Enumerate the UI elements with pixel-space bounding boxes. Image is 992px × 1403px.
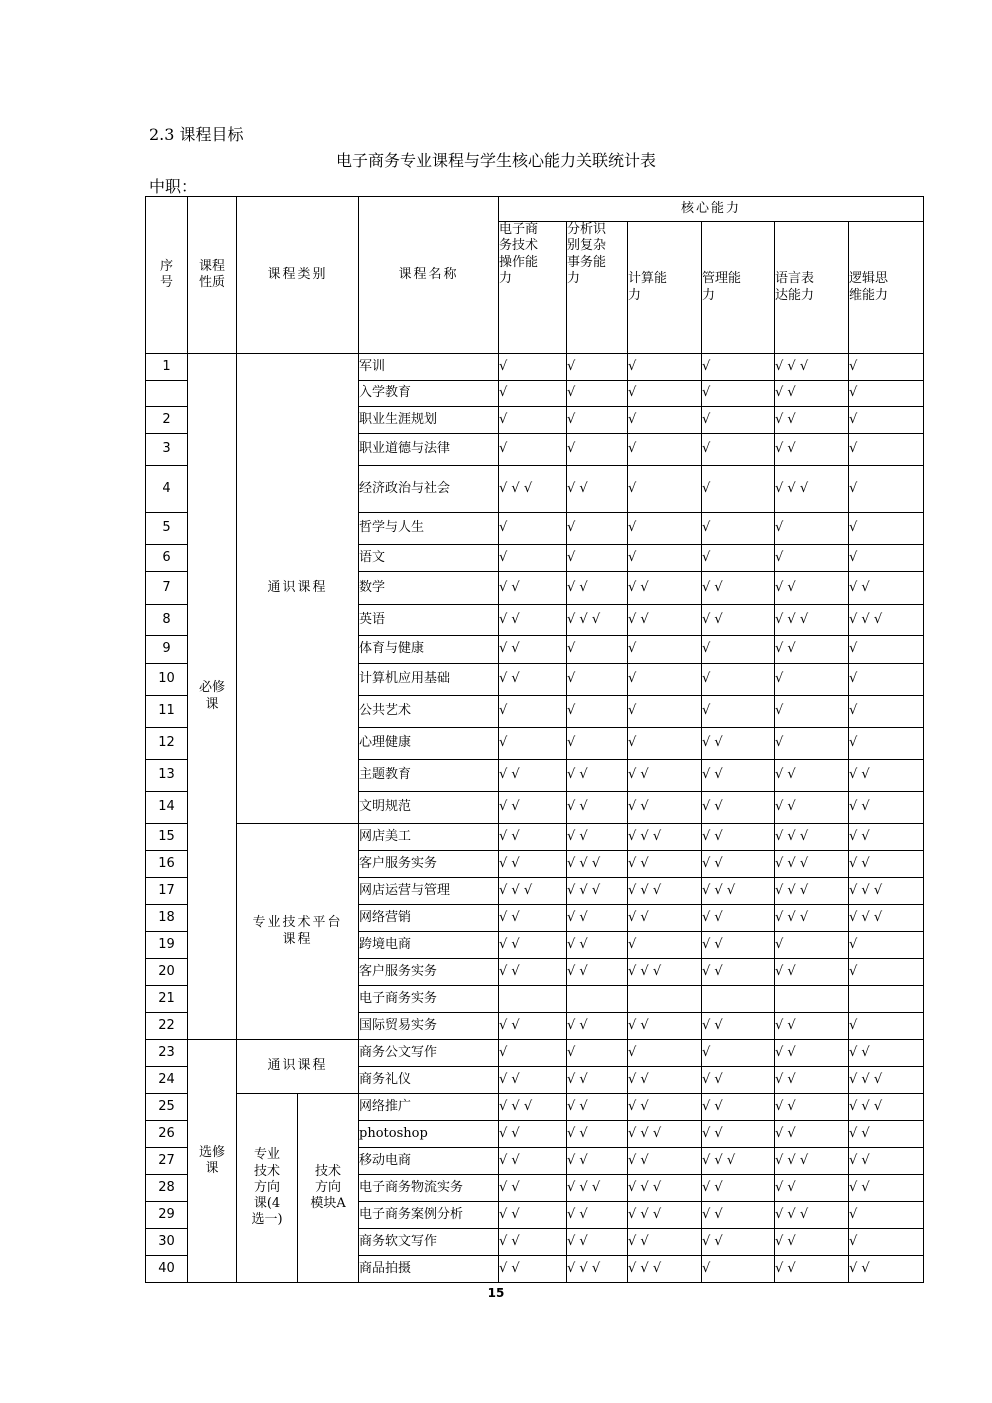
ability-mark: √ √ [775, 792, 849, 824]
ability-mark: √ √ [849, 1148, 924, 1175]
ability-mark: √ √ [499, 760, 567, 792]
ability-mark: √ √ [567, 572, 628, 605]
ability-mark: √ [849, 959, 924, 986]
ability-mark: √ √ [628, 905, 702, 932]
ability-mark: √ √ [775, 1040, 849, 1067]
ability-mark: √ √ √ [499, 466, 567, 513]
course-name: 电子商务实务 [359, 986, 499, 1013]
course-name: 体育与健康 [359, 636, 499, 664]
ability-mark: √ √ [702, 932, 775, 959]
row-number: 7 [146, 572, 188, 605]
ability-mark: √ √ [567, 1013, 628, 1040]
row-number: 1 [146, 354, 188, 381]
ability-mark: √ √ [499, 792, 567, 824]
ability-mark: √ √ [567, 1094, 628, 1121]
ability-mark: √ [849, 664, 924, 696]
table-body [146, 197, 924, 1283]
ability-mark: √ √ [702, 1121, 775, 1148]
ability-mark: √ √ √ [567, 878, 628, 905]
ability-mark: √ [775, 932, 849, 959]
ability-mark: √ [775, 545, 849, 572]
ability-mark: √ √ [849, 1256, 924, 1283]
ability-mark: √ √ √ [628, 1121, 702, 1148]
header-core-ability: 核心能力 [499, 197, 924, 222]
course-name: 职业道德与法律 [359, 434, 499, 466]
ability-mark: √ [567, 407, 628, 434]
ability-mark: √ √ [628, 851, 702, 878]
course-name: 跨境电商 [359, 932, 499, 959]
header-nature: 课程性质 [188, 197, 237, 354]
ability-mark: √ √ √ [628, 824, 702, 851]
ability-mark: √ [499, 545, 567, 572]
header-seq: 序号 [146, 197, 188, 354]
ability-mark: √ √ √ [775, 878, 849, 905]
ability-mark: √ √ [628, 1067, 702, 1094]
course-name: 公共艺术 [359, 696, 499, 728]
ability-mark: √ √ [702, 959, 775, 986]
row-number: 28 [146, 1175, 188, 1202]
ability-mark: √ [702, 545, 775, 572]
course-name: 商品拍摄 [359, 1256, 499, 1283]
row-number: 5 [146, 513, 188, 545]
ability-mark: √ √ [499, 1013, 567, 1040]
ability-mark: √ √ [628, 1148, 702, 1175]
ability-mark: √ √ √ [849, 1094, 924, 1121]
header-ability-analysis: 分析识别复杂事务能力 [567, 222, 628, 354]
ability-mark: √ √ √ [628, 959, 702, 986]
ability-mark: √ [628, 381, 702, 407]
ability-mark: √ [849, 513, 924, 545]
ability-mark: √ √ [499, 905, 567, 932]
row-number: 26 [146, 1121, 188, 1148]
ability-mark: √ √ [849, 792, 924, 824]
ability-mark: √ √ √ [849, 605, 924, 636]
row-number: 19 [146, 932, 188, 959]
course-name: 语文 [359, 545, 499, 572]
course-name: 商务软文写作 [359, 1229, 499, 1256]
ability-mark: √ √ √ [849, 905, 924, 932]
section-title: 2.3 课程目标 [149, 125, 244, 144]
ability-mark: √ [499, 513, 567, 545]
ability-mark: √ [775, 664, 849, 696]
row-number: 40 [146, 1256, 188, 1283]
course-name: 职业生涯规划 [359, 407, 499, 434]
ability-table [145, 196, 924, 1283]
ability-mark: √ [849, 381, 924, 407]
ability-mark [499, 986, 567, 1013]
ability-mark: √ [628, 354, 702, 381]
ability-mark: √ √ [702, 1094, 775, 1121]
table-title: 电子商务专业课程与学生核心能力关联统计表 [335, 151, 656, 170]
ability-mark: √ √ √ [775, 1202, 849, 1229]
ability-mark: √ √ [567, 792, 628, 824]
row-number: 3 [146, 434, 188, 466]
ability-mark: √ √ [849, 1121, 924, 1148]
ability-mark: √ [849, 1013, 924, 1040]
ability-mark: √ √ [567, 959, 628, 986]
ability-mark: √ [499, 354, 567, 381]
group-required: 必修课 [188, 354, 237, 1040]
group-elective: 选修课 [188, 1040, 237, 1283]
ability-mark: √ √ √ [567, 1175, 628, 1202]
ability-mark: √ √ √ [702, 878, 775, 905]
ability-mark: √ √ [849, 851, 924, 878]
ability-mark: √ √ [702, 1229, 775, 1256]
ability-mark: √ √ √ [567, 851, 628, 878]
ability-mark: √ [567, 664, 628, 696]
row-number: 30 [146, 1229, 188, 1256]
ability-mark: √ √ √ [849, 1067, 924, 1094]
ability-mark: √ [628, 728, 702, 760]
table-row [146, 1094, 924, 1121]
ability-mark: √ √ [567, 1148, 628, 1175]
course-name: 商务礼仪 [359, 1067, 499, 1094]
ability-mark: √ [702, 636, 775, 664]
ability-mark: √ √ [499, 932, 567, 959]
ability-mark: √ [567, 381, 628, 407]
ability-mark [775, 986, 849, 1013]
ability-mark: √ √ √ [775, 824, 849, 851]
ability-mark: √ √ √ [775, 605, 849, 636]
row-number: 12 [146, 728, 188, 760]
ability-mark: √ √ [849, 572, 924, 605]
course-name: 客户服务实务 [359, 851, 499, 878]
row-number: 27 [146, 1148, 188, 1175]
ability-mark: √ √ [775, 1094, 849, 1121]
ability-mark: √ [775, 696, 849, 728]
table-row [146, 824, 924, 851]
ability-mark: √ √ [499, 636, 567, 664]
course-name: 网络营销 [359, 905, 499, 932]
ability-mark: √ √ [628, 1094, 702, 1121]
ability-mark: √ [628, 407, 702, 434]
course-name: 移动电商 [359, 1148, 499, 1175]
ability-mark: √ √ [499, 1256, 567, 1283]
ability-mark: √ √ [499, 851, 567, 878]
table-row [146, 354, 924, 381]
ability-mark: √ √ √ [775, 905, 849, 932]
header-ability-calc: 计算能力 [628, 222, 702, 354]
ability-mark: √ √ [702, 1067, 775, 1094]
ability-mark [849, 986, 924, 1013]
ability-mark: √ √ [849, 824, 924, 851]
ability-mark: √ [849, 1202, 924, 1229]
ability-mark: √ [702, 381, 775, 407]
ability-mark: √ √ [499, 1121, 567, 1148]
ability-mark: √ [628, 932, 702, 959]
header-row-top [146, 197, 924, 222]
ability-mark: √ √ [567, 1229, 628, 1256]
ability-mark: √ √ [702, 572, 775, 605]
ability-mark: √ √ √ [775, 466, 849, 513]
ability-mark: √ √ [628, 792, 702, 824]
row-number: 29 [146, 1202, 188, 1229]
row-number: 20 [146, 959, 188, 986]
row-number: 8 [146, 605, 188, 636]
row-number [146, 381, 188, 407]
ability-mark: √ √ [775, 407, 849, 434]
ability-mark: √ [702, 434, 775, 466]
ability-mark: √ [628, 466, 702, 513]
ability-mark: √ √ [702, 605, 775, 636]
level-label: 中职： [149, 177, 198, 196]
ability-mark: √ [702, 513, 775, 545]
ability-mark: √ √ [499, 824, 567, 851]
ability-mark: √ [628, 434, 702, 466]
row-number: 23 [146, 1040, 188, 1067]
ability-mark: √ [567, 513, 628, 545]
row-number: 15 [146, 824, 188, 851]
ability-mark: √ √ √ [628, 1175, 702, 1202]
row-number: 24 [146, 1067, 188, 1094]
ability-mark: √ [849, 696, 924, 728]
ability-mark: √ [499, 407, 567, 434]
ability-mark: √ [499, 1040, 567, 1067]
ability-mark: √ √ [775, 572, 849, 605]
ability-mark: √ [499, 696, 567, 728]
ability-mark: √ √ [775, 1175, 849, 1202]
ability-mark: √ [628, 636, 702, 664]
page-number: 15 [487, 1286, 505, 1300]
row-number: 18 [146, 905, 188, 932]
ability-mark: √ [567, 434, 628, 466]
ability-mark: √ [499, 381, 567, 407]
ability-mark: √ √ [775, 959, 849, 986]
row-number: 16 [146, 851, 188, 878]
ability-mark: √ [849, 636, 924, 664]
table-row [146, 1040, 924, 1067]
ability-mark: √ [628, 513, 702, 545]
ability-mark: √ √ [849, 1040, 924, 1067]
ability-mark: √ [628, 696, 702, 728]
ability-mark: √ [702, 407, 775, 434]
ability-mark: √ √ [567, 932, 628, 959]
ability-mark: √ [849, 545, 924, 572]
ability-mark: √ √ [775, 760, 849, 792]
ability-mark: √ [702, 1256, 775, 1283]
ability-mark: √ [628, 545, 702, 572]
category-platform: 专业技术平台课程 [237, 824, 359, 1040]
ability-mark: √ √ [702, 1175, 775, 1202]
ability-mark: √ [567, 1040, 628, 1067]
ability-mark: √ [702, 696, 775, 728]
row-number: 21 [146, 986, 188, 1013]
ability-mark: √ √ [775, 434, 849, 466]
ability-mark: √ √ √ [628, 878, 702, 905]
row-number: 4 [146, 466, 188, 513]
ability-mark: √ [849, 466, 924, 513]
ability-mark: √ [567, 728, 628, 760]
ability-mark: √ √ [775, 1121, 849, 1148]
ability-mark: √ [702, 466, 775, 513]
ability-mark: √ √ [628, 1013, 702, 1040]
header-ability-logic: 逻辑思维能力 [849, 222, 924, 354]
row-number: 22 [146, 1013, 188, 1040]
ability-mark: √ √ [499, 1148, 567, 1175]
ability-mark: √ √ √ [567, 1256, 628, 1283]
course-name: photoshop [359, 1121, 499, 1148]
course-name: 哲学与人生 [359, 513, 499, 545]
ability-mark: √ √ [499, 664, 567, 696]
ability-mark: √ [628, 664, 702, 696]
ability-mark: √ √ [775, 1067, 849, 1094]
row-number: 17 [146, 878, 188, 905]
row-number: 11 [146, 696, 188, 728]
course-name: 国际贸易实务 [359, 1013, 499, 1040]
ability-mark: √ √ [849, 1175, 924, 1202]
ability-mark: √ √ √ [849, 878, 924, 905]
row-number: 10 [146, 664, 188, 696]
ability-mark: √ [849, 728, 924, 760]
ability-mark: √ √ √ [628, 1256, 702, 1283]
ability-mark: √ √ [628, 572, 702, 605]
row-number: 14 [146, 792, 188, 824]
ability-mark: √ √ √ [702, 1148, 775, 1175]
ability-mark: √ [702, 664, 775, 696]
course-name: 主题教育 [359, 760, 499, 792]
ability-mark: √ √ [567, 760, 628, 792]
ability-mark: √ √ [702, 1202, 775, 1229]
ability-mark: √ [567, 354, 628, 381]
ability-mark: √ [567, 636, 628, 664]
category-direction: 专业技术方向课(4选一) [237, 1094, 298, 1283]
ability-mark [567, 986, 628, 1013]
ability-mark: √ √ [702, 905, 775, 932]
ability-mark: √ √ [499, 959, 567, 986]
ability-mark: √ √ [567, 1202, 628, 1229]
course-name: 网店美工 [359, 824, 499, 851]
ability-mark: √ [849, 434, 924, 466]
ability-mark: √ [775, 513, 849, 545]
ability-mark: √ √ [775, 1256, 849, 1283]
course-name: 英语 [359, 605, 499, 636]
ability-mark: √ √ [628, 605, 702, 636]
ability-mark: √ √ [702, 1013, 775, 1040]
ability-mark: √ [499, 434, 567, 466]
row-number: 6 [146, 545, 188, 572]
ability-mark: √ √ [702, 792, 775, 824]
ability-mark: √ √ [499, 1175, 567, 1202]
row-number: 9 [146, 636, 188, 664]
header-ability-ecommerce: 电子商务技术操作能力 [499, 222, 567, 354]
ability-mark: √ [702, 354, 775, 381]
header-ability-management: 管理能力 [702, 222, 775, 354]
ability-mark [628, 986, 702, 1013]
header-ability-language: 语言表达能力 [775, 222, 849, 354]
ability-mark: √ [849, 932, 924, 959]
ability-mark: √ √ [567, 1121, 628, 1148]
ability-mark: √ √ [775, 381, 849, 407]
course-name: 电子商务物流实务 [359, 1175, 499, 1202]
header-course-name: 课程名称 [359, 197, 499, 354]
ability-mark: √ √ [702, 824, 775, 851]
ability-mark: √ √ [499, 605, 567, 636]
ability-mark: √ √ √ [499, 1094, 567, 1121]
ability-mark: √ √ [702, 851, 775, 878]
ability-mark: √ [702, 1040, 775, 1067]
course-name: 计算机应用基础 [359, 664, 499, 696]
category-general: 通识课程 [237, 354, 359, 824]
ability-mark: √ √ √ [775, 354, 849, 381]
ability-mark: √ √ [567, 905, 628, 932]
ability-mark: √ √ [499, 1202, 567, 1229]
ability-mark: √ [775, 728, 849, 760]
ability-mark [702, 986, 775, 1013]
ability-mark: √ √ [499, 1067, 567, 1094]
row-number: 2 [146, 407, 188, 434]
course-name: 商务公文写作 [359, 1040, 499, 1067]
ability-mark: √ √ √ [567, 605, 628, 636]
header-category: 课程类别 [237, 197, 359, 354]
course-name: 入学教育 [359, 381, 499, 407]
ability-mark: √ √ √ [499, 878, 567, 905]
ability-mark: √ [628, 1040, 702, 1067]
category-module: 技术方向模块A [298, 1094, 359, 1283]
ability-mark: √ √ [702, 728, 775, 760]
ability-mark: √ √ [628, 1229, 702, 1256]
course-name: 网店运营与管理 [359, 878, 499, 905]
ability-mark: √ √ [567, 1067, 628, 1094]
ability-mark: √ √ [567, 824, 628, 851]
ability-mark: √ [849, 354, 924, 381]
ability-mark: √ [567, 696, 628, 728]
ability-mark: √ [849, 1229, 924, 1256]
ability-mark: √ [567, 545, 628, 572]
ability-mark: √ √ [775, 1229, 849, 1256]
course-name: 经济政治与社会 [359, 466, 499, 513]
ability-mark: √ √ [849, 760, 924, 792]
course-name: 军训 [359, 354, 499, 381]
ability-mark: √ √ [567, 466, 628, 513]
ability-mark: √ √ [775, 1013, 849, 1040]
row-number: 13 [146, 760, 188, 792]
ability-mark: √ √ [499, 572, 567, 605]
course-name: 文明规范 [359, 792, 499, 824]
ability-mark: √ √ √ [628, 1202, 702, 1229]
ability-mark: √ √ [775, 636, 849, 664]
ability-mark: √ [499, 728, 567, 760]
ability-mark: √ √ [702, 760, 775, 792]
ability-mark: √ √ [628, 760, 702, 792]
ability-mark: √ [849, 407, 924, 434]
category-general-elective: 通识课程 [237, 1040, 359, 1094]
ability-mark: √ √ [499, 1229, 567, 1256]
course-name: 客户服务实务 [359, 959, 499, 986]
row-number: 25 [146, 1094, 188, 1121]
ability-mark: √ √ √ [775, 1148, 849, 1175]
course-name: 数学 [359, 572, 499, 605]
course-name: 电子商务案例分析 [359, 1202, 499, 1229]
ability-mark: √ √ √ [775, 851, 849, 878]
course-name: 网络推广 [359, 1094, 499, 1121]
course-name: 心理健康 [359, 728, 499, 760]
